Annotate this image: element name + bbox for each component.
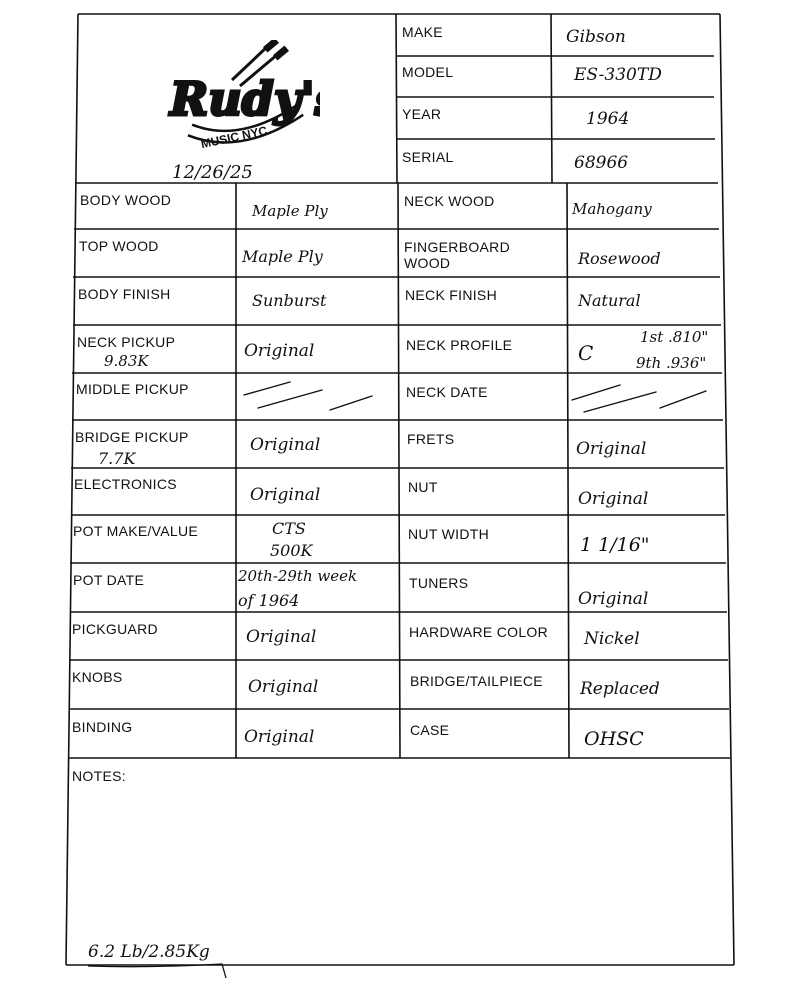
case-label: CASE bbox=[410, 722, 450, 738]
pot-make-value: 500K bbox=[270, 541, 313, 560]
neck-pickup-reading: 9.83K bbox=[104, 352, 149, 370]
nut-width-value: 1 1/16" bbox=[580, 534, 650, 556]
neck-pickup-value: Original bbox=[244, 341, 315, 361]
bridge-pickup-label: BRIDGE PICKUP bbox=[75, 429, 189, 445]
neck-date-label: NECK DATE bbox=[406, 384, 488, 400]
fingerboard-label-2: WOOD bbox=[404, 255, 451, 271]
logo-wordmark: Rudy' bbox=[170, 72, 315, 126]
nut-value: Original bbox=[578, 489, 649, 509]
form-date: 12/26/25 bbox=[172, 162, 253, 183]
pickguard-value: Original bbox=[246, 627, 317, 647]
tuners-value: Original bbox=[578, 589, 649, 609]
neck-wood-value: Mahogany bbox=[572, 200, 652, 218]
pot-date-week: 20th-29th week bbox=[238, 567, 358, 585]
tuners-label: TUNERS bbox=[409, 575, 469, 591]
serial-value: 68966 bbox=[574, 153, 629, 173]
serial-label: SERIAL bbox=[402, 149, 454, 165]
knobs-label: KNOBS bbox=[72, 669, 123, 685]
nut-width-label: NUT WIDTH bbox=[408, 526, 489, 542]
svg-text:Rudy's: Rudy' bbox=[170, 72, 315, 126]
body-wood-value: Maple Ply bbox=[252, 202, 328, 220]
logo-subtitle: MUSIC NYC bbox=[199, 123, 269, 152]
body-finish-label: BODY FINISH bbox=[78, 286, 171, 302]
pot-make-brand: CTS bbox=[272, 519, 306, 538]
electronics-label: ELECTRONICS bbox=[74, 476, 177, 492]
case-value: OHSC bbox=[584, 728, 644, 750]
model-label: MODEL bbox=[402, 64, 454, 80]
middle-pickup-label: MIDDLE PICKUP bbox=[76, 381, 189, 397]
year-label: YEAR bbox=[402, 106, 442, 122]
top-wood-value: Maple Ply bbox=[242, 247, 323, 266]
weight-note: 6.2 Lb/2.85Kg bbox=[88, 942, 210, 962]
pot-date-label: POT DATE bbox=[73, 572, 145, 588]
neck-profile-value: C bbox=[578, 341, 594, 365]
hardware-color-value: Nickel bbox=[584, 629, 640, 649]
electronics-value: Original bbox=[250, 485, 321, 505]
neck-profile-first-fret: 1st .810" bbox=[640, 328, 709, 346]
pot-date-year: of 1964 bbox=[238, 591, 300, 610]
body-wood-label: BODY WOOD bbox=[80, 192, 172, 208]
body-finish-value: Sunburst bbox=[252, 291, 327, 310]
model-value: ES-330TD bbox=[574, 65, 662, 85]
make-label: MAKE bbox=[402, 24, 443, 40]
neck-finish-label: NECK FINISH bbox=[405, 287, 497, 303]
fingerboard-label: FINGERBOARD bbox=[404, 239, 510, 255]
hardware-color-label: HARDWARE COLOR bbox=[409, 624, 549, 640]
binding-label: BINDING bbox=[72, 719, 133, 735]
knobs-value: Original bbox=[248, 677, 319, 697]
frets-value: Original bbox=[576, 439, 647, 459]
bridge-pickup-reading: 7.7K bbox=[98, 449, 136, 468]
neck-finish-value: Natural bbox=[578, 291, 641, 310]
bridge-pickup-value: Original bbox=[250, 435, 321, 455]
bridge-tailpiece-label: BRIDGE/TAILPIECE bbox=[410, 673, 543, 689]
rudys-music-logo bbox=[160, 40, 320, 160]
notes-label: NOTES: bbox=[72, 768, 126, 784]
neck-profile-label: NECK PROFILE bbox=[406, 337, 513, 353]
top-wood-label: TOP WOOD bbox=[79, 238, 159, 254]
pickguard-label: PICKGUARD bbox=[72, 621, 158, 637]
neck-wood-label: NECK WOOD bbox=[404, 193, 495, 209]
pot-make-label: POT MAKE/VALUE bbox=[73, 523, 199, 539]
binding-value: Original bbox=[244, 727, 315, 747]
fingerboard-value: Rosewood bbox=[578, 249, 661, 268]
neck-pickup-label: NECK PICKUP bbox=[77, 334, 176, 350]
bridge-tailpiece-value: Replaced bbox=[580, 679, 660, 699]
make-value: Gibson bbox=[566, 27, 626, 47]
nut-label: NUT bbox=[408, 479, 438, 495]
frets-label: FRETS bbox=[407, 431, 455, 447]
year-value: 1964 bbox=[586, 109, 630, 129]
neck-profile-ninth-fret: 9th .936" bbox=[636, 354, 707, 372]
